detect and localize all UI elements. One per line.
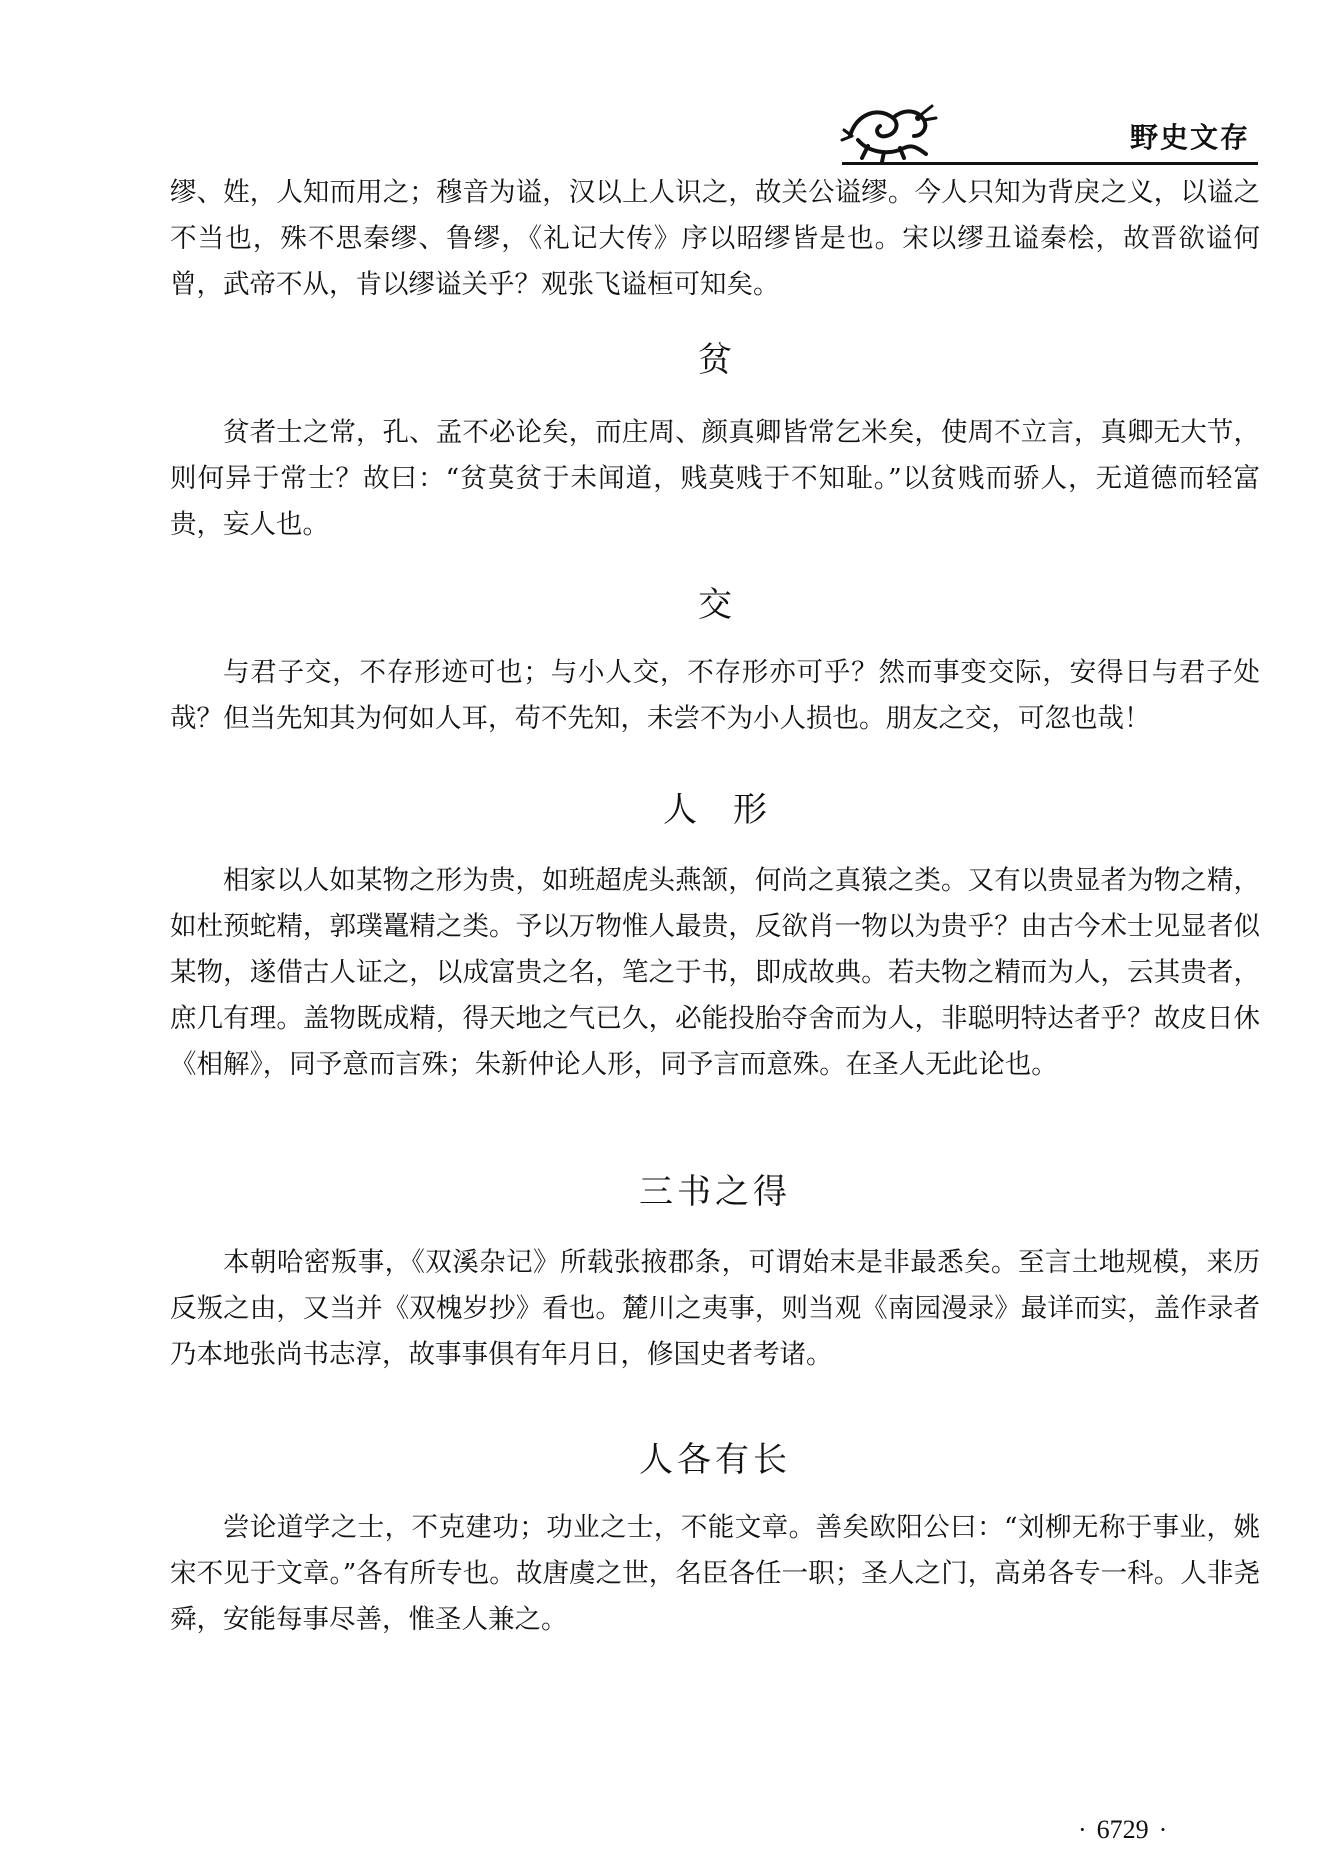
header-rule bbox=[842, 162, 1258, 165]
section-paragraph-rengeyouchang: 尝论道学之士，不克建功；功业之士，不能文章。善矣欧阳公曰：“刘柳无称于事业，姚宋不见于文章。”各有所专也。故唐虞之世，名臣各任一职；圣人之门，高弟各专一科。人非尧舜，安能每事尽善，惟圣人兼之。 bbox=[170, 1512, 1260, 1635]
page-number-value: 6729 bbox=[1096, 1815, 1149, 1844]
page-number-dot-right: · bbox=[1158, 1815, 1168, 1844]
page-number bbox=[1068, 1815, 1177, 1845]
section-paragraph-jiao: 与君子交，不存形迹可也；与小人交，不存形亦可乎？然而事变交际，安得日与君子处哉？但当先知其为何如人耳，苟不先知，未尝不为小人损也。朋友之交，可忽也哉！ bbox=[170, 657, 1260, 734]
page-number-dot-left: · bbox=[1078, 1815, 1087, 1844]
section-title-renxing: 人形 bbox=[663, 790, 803, 830]
dragon-emblem-icon bbox=[838, 96, 938, 166]
continuation-paragraph: 缪、姓，人知而用之；穆音为谥，汉以上人识之，故关公谥缪。今人只知为背戾之义，以谥之不当也，殊不思秦缪、鲁缪，《礼记大传》序以昭缪皆是也。宋以缪丑谥秦桧，故晋欲谥何曾，武帝不从，肯以缪谥关乎？观张飞谥桓可知矣。 bbox=[170, 177, 1260, 300]
section-title-sanshuzhide: 三书之得 bbox=[639, 1172, 791, 1212]
section-title-rengeyouchang: 人各有长 bbox=[639, 1440, 791, 1480]
running-header bbox=[838, 96, 1258, 166]
section-title-jiao: 交 bbox=[698, 585, 732, 625]
section-title-pin: 贫 bbox=[698, 340, 732, 380]
section-paragraph-sanshuzhide: 本朝哈密叛事，《双溪杂记》所载张掖郡条，可谓始末是非最悉矣。至言土地规模，来历反叛之由，又当并《双槐岁抄》看也。麓川之夷事，则当观《南园漫录》最详而实，盖作录者乃本地张尚书志淳，故事事俱有年月日，修国史者考诸。 bbox=[170, 1247, 1260, 1370]
section-paragraph-pin: 贫者士之常，孔、孟不必论矣，而庄周、颜真卿皆常乞米矣，使周不立言，真卿无大节，则何异于常士？故曰：“贫莫贫于未闻道，贱莫贱于不知耻。”以贫贱而骄人，无道德而轻富贵，妄人也。 bbox=[170, 417, 1260, 540]
section-paragraph-renxing: 相家以人如某物之形为贵，如班超虎头燕颔，何尚之真猿之类。又有以贵显者为物之精，如杜预蛇精，郭璞鼍精之类。予以万物惟人最贵，反欲肖一物以为贵乎？由古今术士见显者似某物，遂借古人证之，以成富贵之名，笔之于书，即成故典。若夫物之精而为人，云其贵者，庶几有理。盖物既成精，得天地之气已久，必能投胎夺舍而为人，非聪明特达者乎？故皮日休《相解》，同予意而言殊；朱新仲论人形，同予言而意殊。在圣人无此论也。 bbox=[170, 865, 1260, 1080]
header-title: 野史文存 bbox=[1129, 121, 1250, 154]
